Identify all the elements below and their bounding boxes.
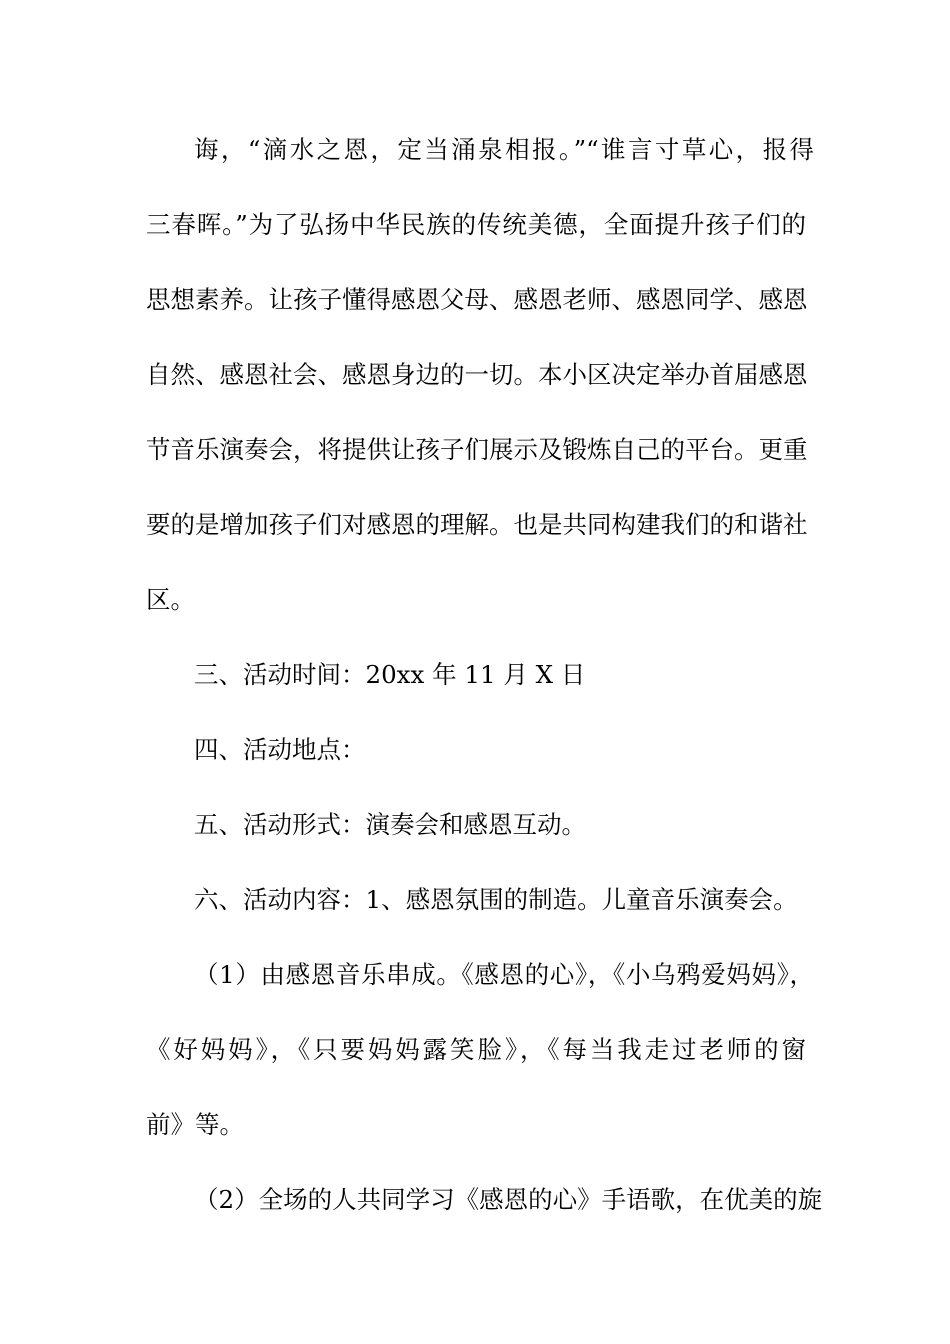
text-line: 自然、感恩社会、感恩身边的一切。本小区决定举办首届感恩 (146, 360, 808, 389)
item-2-paragraph: （2）全场的人共同学习《感恩的心》手语歌，在优美的旋 (194, 1185, 823, 1214)
activity-location: 四、活动地点： (194, 735, 366, 764)
text-line: 诲，“滴水之恩，定当涌泉相报。”“谁言寸草心，报得 (194, 135, 814, 164)
text-line: 要的是增加孩子们对感恩的理解。也是共同构建我们的和谐社 (146, 510, 808, 539)
text-line: 思想素养。让孩子懂得感恩父母、感恩老师、感恩同学、感恩 (146, 285, 808, 314)
activity-time: 三、活动时间：20xx 年 11 月 X 日 (194, 660, 586, 689)
text-line: 《好妈妈》，《只要妈妈露笑脸》，《每当我走过老师的窗 (146, 1035, 806, 1064)
text-line: 前》等。 (146, 1110, 244, 1139)
text-line: 三春晖。”为了弘扬中华民族的传统美德，全面提升孩子们的 (146, 210, 806, 239)
activity-format: 五、活动形式：演奏会和感恩互动。 (194, 810, 586, 839)
text-line: 区。 (146, 585, 195, 614)
activity-content: 六、活动内容：1、感恩氛围的制造。儿童音乐演奏会。 (194, 885, 798, 914)
text-line: （1）由感恩音乐串成。《感恩的心》，《小乌鸦爱妈妈》， (194, 960, 814, 989)
text-line: 节音乐演奏会，将提供让孩子们展示及锻炼自己的平台。更重 (146, 435, 808, 464)
